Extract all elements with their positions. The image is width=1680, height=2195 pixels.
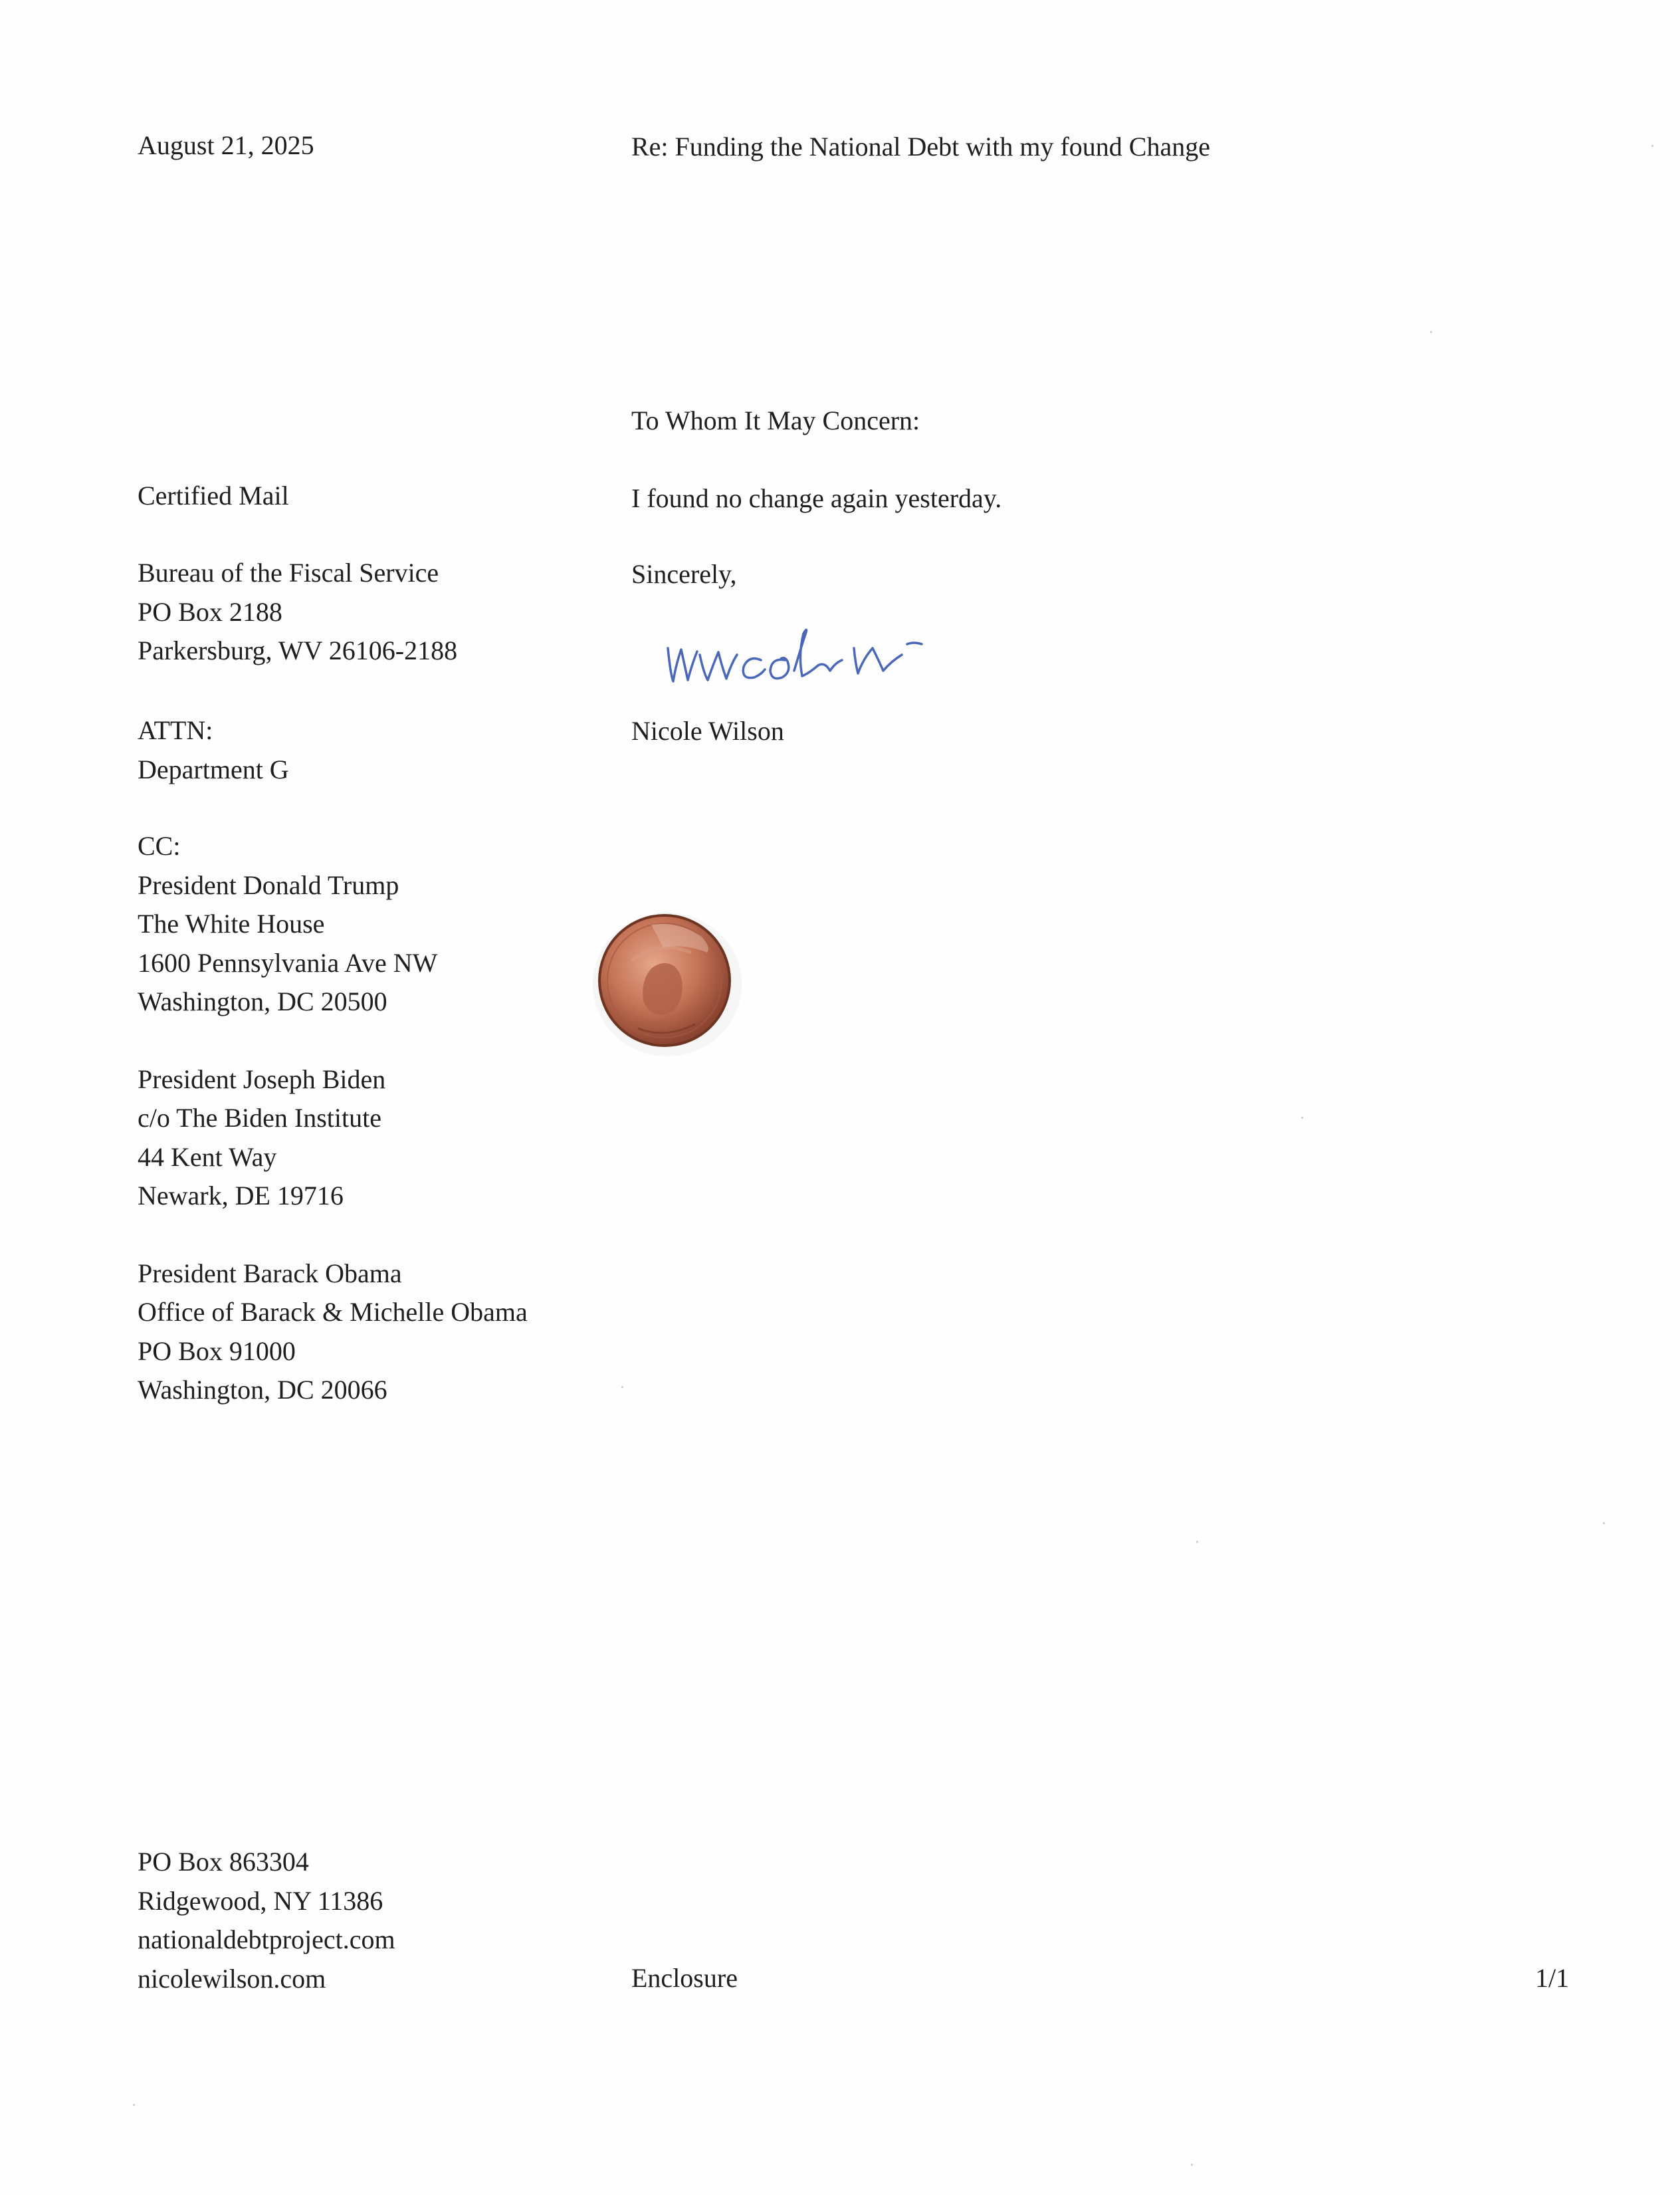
penny-coin-icon <box>585 901 744 1060</box>
letter-date: August 21, 2025 <box>138 130 314 160</box>
sender-website: nationaldebtproject.com <box>138 1924 395 1954</box>
mailing-method: Certified Mail <box>138 481 289 511</box>
cc-line: Office of Barack & Michelle Obama <box>138 1297 528 1327</box>
recipient-line: Bureau of the Fiscal Service <box>138 558 439 588</box>
cc-line: 44 Kent Way <box>138 1141 277 1172</box>
sender-address <box>138 1843 395 1998</box>
cc-line: The White House <box>138 909 325 939</box>
letter-body: I found no change again yesterday. <box>631 483 1002 513</box>
scan-speck <box>133 2104 135 2106</box>
sender-line: Ridgewood, NY 11386 <box>138 1885 383 1916</box>
cc-line: 1600 Pennsylvania Ave NW <box>138 947 438 978</box>
recipient-line: PO Box 2188 <box>138 596 282 627</box>
sender-website: nicolewilson.com <box>138 1963 326 1994</box>
recipient-line: Parkersburg, WV 26106-2188 <box>138 635 458 665</box>
cc-line: c/o The Biden Institute <box>138 1103 381 1133</box>
scan-speck <box>1430 331 1432 333</box>
signer-name: Nicole Wilson <box>631 716 784 746</box>
cc-line: President Donald Trump <box>138 869 399 900</box>
cc-line: Washington, DC 20066 <box>138 1375 387 1405</box>
attn-value: Department G <box>138 754 289 784</box>
cc-line: President Barack Obama <box>138 1258 402 1288</box>
sender-line: PO Box 863304 <box>138 1847 309 1877</box>
cc-block <box>138 827 528 1410</box>
attn-label: ATTN: <box>138 715 213 745</box>
scan-speck <box>621 1386 623 1388</box>
salutation: To Whom It May Concern: <box>631 405 920 435</box>
scan-speck <box>1603 1522 1605 1524</box>
recipient-address <box>138 554 457 671</box>
handwritten-signature <box>661 602 994 695</box>
letter-subject: Re: Funding the National Debt with my found Change <box>631 132 1210 162</box>
cc-line: Washington, DC 20500 <box>138 986 387 1016</box>
scan-speck <box>1191 2164 1193 2166</box>
attention-block <box>138 711 289 789</box>
scan-speck <box>1651 145 1653 147</box>
page-number: 1/1 <box>1535 1963 1570 1993</box>
enclosure-label: Enclosure <box>631 1963 738 1993</box>
scan-speck <box>1301 1117 1303 1119</box>
cc-line: Newark, DE 19716 <box>138 1181 344 1211</box>
cc-line: PO Box 91000 <box>138 1335 296 1366</box>
closing: Sincerely, <box>631 559 737 589</box>
cc-line: President Joseph Biden <box>138 1064 386 1094</box>
cc-label: CC: <box>138 831 181 861</box>
scan-speck <box>1196 1541 1198 1543</box>
